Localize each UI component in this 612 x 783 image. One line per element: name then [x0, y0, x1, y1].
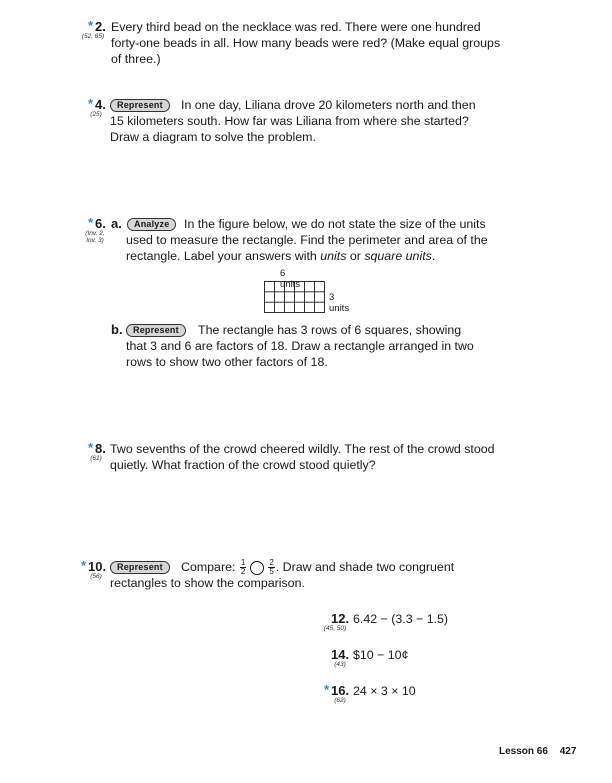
problem-text-line: 15 kilometers south. How far was Liliana from where she started? — [110, 114, 469, 128]
problem-number: 12. — [331, 611, 350, 626]
text-segment: rectangle. Label your answers with — [126, 249, 321, 263]
fraction-one-half — [240, 559, 246, 576]
lesson-label: Lesson 66 — [499, 746, 548, 757]
lesson-reference: (25) — [90, 111, 102, 118]
part-b-label: b. — [111, 322, 123, 337]
expression: $10 − 10¢ — [353, 648, 409, 662]
problem-text-line: of three.) — [111, 52, 161, 66]
numerator: 1 — [240, 558, 246, 568]
star-marker: * — [88, 18, 94, 33]
lesson-reference: Inv. 3) — [86, 237, 104, 244]
star-marker: * — [81, 558, 87, 573]
page-footer — [499, 746, 576, 757]
problem-text-line: Draw a diagram to solve the problem. — [110, 130, 316, 144]
problem-number: 14. — [331, 647, 350, 662]
numerator: 2 — [269, 558, 274, 568]
represent-badge: Represent — [126, 324, 186, 337]
lesson-reference: (56) — [90, 573, 102, 580]
text-segment: . Draw and shade two congruent — [275, 560, 455, 574]
represent-badge: Represent — [110, 561, 170, 574]
part-a-label: a. — [111, 216, 122, 231]
problem-text-line: In the figure below, we do not state the size of the units — [184, 217, 486, 231]
expression: 24 × 3 × 10 — [353, 684, 416, 698]
problem-number: 4. — [95, 97, 106, 112]
lesson-reference: (43) — [334, 661, 346, 668]
analyze-badge: Analyze — [127, 218, 176, 231]
problem-text-line: forty-one beads in all. How many beads were red? (Make equal groups — [111, 36, 501, 50]
text-segment: . — [431, 249, 436, 263]
fraction-two-fifths — [268, 559, 274, 576]
problem-text-line: rows to show two other factors of 18. — [126, 355, 328, 369]
emphasis-text: units — [320, 249, 347, 263]
problem-text-line: The rectangle has 3 rows of 6 squares, showing — [198, 323, 462, 337]
figure-side-label: 3 units — [329, 292, 350, 314]
star-marker: * — [88, 440, 94, 455]
page-number: 427 — [559, 746, 577, 757]
compare-label: Compare: — [181, 560, 236, 574]
problem-text-line: Two sevenths of the crowd cheered wildly. The rest of the crowd stood — [110, 442, 495, 456]
star-marker: * — [88, 215, 94, 230]
lesson-reference: (45, 50) — [323, 625, 347, 632]
problem-text-line — [126, 248, 435, 264]
problem-number: 6. — [95, 216, 106, 231]
problem-text-line: Every third bead on the necklace was red. There were one hundred — [111, 20, 481, 34]
figure-top-label: 6 units — [280, 268, 301, 290]
problem-text-line: quietly. What fraction of the crowd stood quietly? — [110, 458, 376, 472]
problem-text-line: rectangles to show the comparison. — [110, 576, 305, 590]
grid-rectangle-figure — [264, 281, 326, 314]
represent-badge: Represent — [110, 99, 170, 112]
problem-text-line: In one day, Liliana drove 20 kilometers north and then — [181, 98, 476, 112]
problem-text-line: used to measure the rectangle. Find the perimeter and area of the — [126, 233, 488, 247]
star-marker: * — [324, 682, 330, 697]
emphasis-text: square units — [364, 249, 432, 263]
star-marker: * — [88, 96, 94, 111]
problem-number: 16. — [331, 683, 350, 698]
comparison-circle — [250, 561, 264, 575]
lesson-reference: (52, 65) — [81, 33, 105, 40]
lesson-reference: (Inv. 2, — [85, 230, 105, 237]
problem-number: 10. — [88, 559, 107, 574]
lesson-reference: (61) — [90, 455, 102, 462]
problem-text-line: that 3 and 6 are factors of 18. Draw a rectangle arranged in two — [126, 339, 474, 353]
text-segment: or — [346, 249, 365, 263]
grid-lines — [265, 282, 325, 313]
problem-number: 2. — [95, 19, 106, 34]
denominator: 2 — [240, 567, 246, 577]
lesson-reference: (62) — [334, 697, 346, 704]
expression: 6.42 − (3.3 − 1.5) — [353, 612, 449, 626]
problem-number: 8. — [95, 441, 106, 456]
denominator: 5 — [269, 567, 274, 577]
problem-text-line — [181, 559, 454, 576]
